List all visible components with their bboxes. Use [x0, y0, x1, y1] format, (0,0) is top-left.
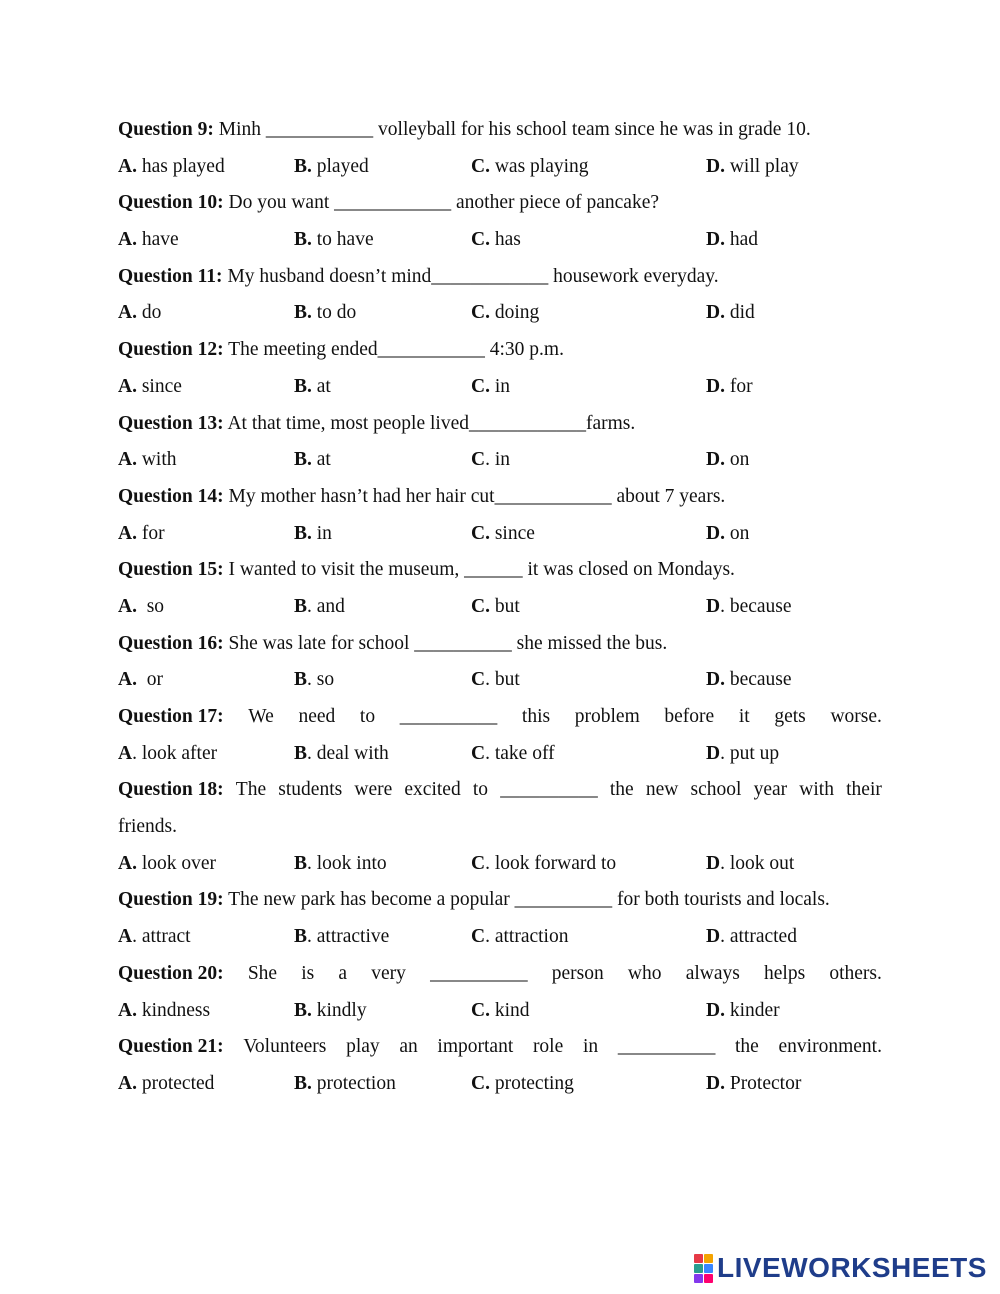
option-letter: A: [118, 742, 133, 764]
answer-option-c: [471, 369, 510, 406]
question-word: role: [532, 1036, 564, 1058]
question-word: who: [627, 962, 662, 984]
option-letter: C: [471, 669, 486, 691]
option-text: . attractive: [307, 926, 390, 948]
question-text: She was late for school __________ she missed the bus.: [223, 632, 668, 654]
question-word: an: [399, 1036, 418, 1058]
answer-option-c: [471, 919, 568, 956]
question-text: The meeting ended___________ 4:30 p.m.: [223, 339, 564, 361]
option-letter: C: [471, 742, 486, 764]
option-text: . attracted: [720, 926, 797, 948]
option-text: will play: [724, 155, 799, 177]
option-letter: A.: [118, 595, 137, 617]
option-text: kind: [489, 999, 530, 1021]
question-label: Question 21:: [118, 1036, 224, 1058]
question-label-wrap: [118, 956, 224, 993]
option-letter: D.: [706, 449, 725, 471]
option-letter: A.: [118, 155, 137, 177]
option-text: . look forward to: [485, 852, 617, 874]
answer-options: [118, 442, 882, 479]
option-letter: D.: [706, 155, 725, 177]
option-letter: B: [294, 742, 308, 764]
question-word: always: [685, 962, 740, 984]
option-letter: C: [471, 926, 486, 948]
answer-option-b: [294, 369, 331, 406]
option-text: protection: [311, 1072, 396, 1094]
answer-option-b: [294, 295, 356, 332]
question-word: with: [799, 779, 834, 801]
option-text: at: [311, 449, 331, 471]
option-text: . look into: [307, 852, 387, 874]
logo-square: [704, 1254, 713, 1263]
answer-option-d: [706, 222, 758, 259]
option-text: to have: [311, 229, 374, 251]
option-letter: D: [706, 742, 721, 764]
answer-option-c: [471, 442, 510, 479]
option-letter: B.: [294, 449, 312, 471]
answer-option-b: [294, 993, 367, 1030]
option-letter: C.: [471, 302, 490, 324]
answer-option-a: [118, 369, 182, 406]
option-text: so: [136, 595, 165, 617]
answer-option-c: [471, 516, 535, 553]
option-text: since: [136, 375, 182, 397]
logo-square: [694, 1254, 703, 1263]
option-text: at: [311, 375, 331, 397]
option-text: . look out: [720, 852, 795, 874]
question-text: My mother hasn’t had her hair cut____________ about 7 years.: [223, 485, 726, 507]
question-stem: [118, 332, 882, 369]
question-label: Question 20:: [118, 962, 224, 984]
option-text: to do: [311, 302, 357, 324]
answer-options: [118, 295, 882, 332]
answer-option-d: [706, 516, 749, 553]
question-word: new: [645, 779, 679, 801]
question-stem: [118, 882, 882, 919]
question-word: this: [521, 706, 551, 727]
option-text: has played: [136, 155, 225, 177]
question-word: The: [235, 779, 267, 801]
option-letter: B.: [294, 302, 312, 324]
answer-option-c: [471, 222, 521, 259]
option-letter: A.: [118, 449, 137, 471]
option-text: . and: [307, 595, 345, 617]
option-letter: B.: [294, 999, 312, 1021]
question-stem: [118, 956, 882, 993]
answer-option-b: [294, 222, 374, 259]
question-word: in: [582, 1036, 599, 1058]
option-text: since: [489, 522, 535, 544]
option-letter: C.: [471, 229, 490, 251]
logo-square: [694, 1264, 703, 1273]
question-word: a: [338, 962, 348, 984]
option-letter: A.: [118, 1072, 137, 1094]
question-word: __________: [399, 706, 498, 727]
question-word: to: [359, 706, 376, 727]
question-label: Question 9:: [118, 119, 214, 140]
option-letter: D: [706, 595, 721, 617]
question-label: Question 10:: [118, 192, 224, 214]
question-stem: [118, 406, 882, 443]
question-word: We: [248, 706, 274, 727]
answer-options: [118, 589, 882, 626]
answer-option-c: [471, 993, 530, 1030]
question-text: My husband doesn’t mind____________ housework everyday.: [222, 265, 719, 287]
question-stem: [118, 699, 882, 736]
question-word: Volunteers: [243, 1036, 327, 1058]
option-letter: B: [294, 669, 308, 691]
answer-options: [118, 222, 882, 259]
question-label: Question 17:: [118, 706, 224, 727]
question-label: Question 13:: [118, 412, 224, 434]
option-text: have: [136, 229, 179, 251]
answer-option-b: [294, 919, 389, 956]
question-word: She: [247, 962, 278, 984]
option-letter: A.: [118, 229, 137, 251]
option-letter: D.: [706, 302, 725, 324]
logo-square: [704, 1264, 713, 1273]
option-letter: C: [471, 449, 486, 471]
answer-options: [118, 149, 882, 186]
answer-option-b: [294, 736, 389, 773]
question-text: I wanted to visit the museum, ______ it was closed on Mondays.: [223, 559, 735, 581]
question-stem: [118, 112, 882, 149]
answer-option-c: [471, 589, 520, 626]
option-text: in: [311, 522, 332, 544]
answer-option-b: [294, 149, 369, 186]
answer-option-b: [294, 846, 387, 883]
option-text: . deal with: [307, 742, 389, 764]
question-word: the: [609, 779, 634, 801]
option-text: look over: [136, 852, 217, 874]
answer-option-a: [118, 662, 163, 699]
question-text: Do you want ____________ another piece of pancake?: [223, 192, 660, 214]
question-stem: [118, 626, 882, 663]
option-text: doing: [489, 302, 540, 324]
question-word: excited: [404, 779, 461, 801]
option-text: . put up: [720, 742, 780, 764]
question-word: before: [664, 706, 715, 727]
logo-mark-icon: [694, 1254, 713, 1283]
option-text: . because: [720, 595, 792, 617]
question-word: gets: [774, 706, 806, 727]
question-stem: [118, 552, 882, 589]
answer-option-d: [706, 295, 755, 332]
question-continuation: friends.: [118, 816, 178, 838]
question-word: helps: [764, 962, 806, 984]
question-word: were: [354, 779, 393, 801]
option-text: protecting: [489, 1072, 574, 1094]
question-word: __________: [617, 1036, 716, 1058]
answer-option-c: [471, 736, 555, 773]
answer-options: [118, 919, 882, 956]
option-letter: C.: [471, 999, 490, 1021]
option-text: played: [311, 155, 369, 177]
option-letter: D.: [706, 522, 725, 544]
option-text: for: [724, 375, 753, 397]
question-label: Question 18:: [118, 779, 224, 801]
answer-option-c: [471, 662, 520, 699]
option-text: kindly: [311, 999, 367, 1021]
question-word: school: [690, 779, 742, 801]
option-text: Protector: [724, 1072, 802, 1094]
option-text: protected: [136, 1072, 215, 1094]
question-word: their: [846, 779, 882, 801]
answer-option-a: [118, 149, 225, 186]
answer-option-d: [706, 1066, 801, 1103]
option-letter: B: [294, 926, 308, 948]
option-text: . in: [485, 449, 511, 471]
option-letter: B: [294, 852, 308, 874]
answer-option-c: [471, 1066, 574, 1103]
question-word: to: [472, 779, 489, 801]
question-label: Question 11:: [118, 265, 223, 287]
option-text: . attraction: [485, 926, 569, 948]
worksheet-page: [118, 112, 882, 1103]
answer-option-a: [118, 295, 161, 332]
option-letter: A.: [118, 999, 137, 1021]
question-word: it: [738, 706, 750, 727]
option-text: was playing: [489, 155, 589, 177]
question-label: Question 14:: [118, 485, 224, 507]
question-text: At that time, most people lived____________farms.: [223, 412, 636, 434]
answer-option-d: [706, 919, 797, 956]
option-text: kindness: [136, 999, 211, 1021]
answer-options: [118, 662, 882, 699]
answer-option-d: [706, 369, 753, 406]
question-text: Minh ___________ volleyball for his school team since he was in grade 10.: [213, 119, 811, 140]
option-letter: B.: [294, 1072, 312, 1094]
option-text: . but: [485, 669, 520, 691]
question-word: worse.: [830, 706, 882, 727]
option-letter: A: [118, 926, 133, 948]
answer-option-a: [118, 442, 177, 479]
question-word: problem: [574, 706, 640, 727]
answer-option-a: [118, 919, 191, 956]
question-word: environment.: [778, 1036, 882, 1058]
question-word: person: [551, 962, 604, 984]
question-label: Question 15:: [118, 559, 224, 581]
logo-square: [694, 1274, 703, 1283]
option-letter: A.: [118, 522, 137, 544]
option-letter: C: [471, 852, 486, 874]
option-text: on: [724, 449, 750, 471]
question-word: very: [371, 962, 406, 984]
answer-option-b: [294, 662, 334, 699]
answer-option-a: [118, 736, 217, 773]
question-label-wrap: [118, 1029, 224, 1066]
question-word: __________: [430, 962, 528, 984]
option-letter: B: [294, 595, 308, 617]
answer-option-a: [118, 993, 210, 1030]
question-word: important: [437, 1036, 514, 1058]
option-letter: C.: [471, 1072, 490, 1094]
question-label-wrap: [118, 699, 224, 736]
option-letter: C.: [471, 155, 490, 177]
answer-option-d: [706, 149, 799, 186]
option-text: . so: [307, 669, 335, 691]
option-text: has: [489, 229, 521, 251]
question-word: __________: [500, 779, 598, 801]
question-label: Question 19:: [118, 889, 224, 911]
option-letter: D.: [706, 1072, 725, 1094]
question-text: The new park has become a popular __________ for both tourists and locals.: [223, 889, 830, 911]
option-text: did: [724, 302, 755, 324]
question-word: others.: [829, 962, 882, 984]
logo-square: [704, 1274, 713, 1283]
answer-option-c: [471, 149, 589, 186]
answer-option-d: [706, 442, 749, 479]
option-letter: B.: [294, 522, 312, 544]
option-letter: A.: [118, 852, 137, 874]
answer-option-a: [118, 589, 164, 626]
option-text: on: [724, 522, 750, 544]
answer-option-d: [706, 993, 780, 1030]
question-word: students: [278, 779, 343, 801]
question-label: Question 12:: [118, 339, 224, 361]
question-stem: [118, 185, 882, 222]
option-text: because: [724, 669, 792, 691]
option-letter: B.: [294, 229, 312, 251]
question-word: need: [298, 706, 336, 727]
answer-options: [118, 1066, 882, 1103]
option-text: kinder: [724, 999, 780, 1021]
option-text: but: [489, 595, 520, 617]
option-letter: C.: [471, 595, 490, 617]
option-letter: B.: [294, 155, 312, 177]
option-text: . look after: [132, 742, 218, 764]
option-letter: D.: [706, 669, 725, 691]
question-word: play: [346, 1036, 380, 1058]
option-text: do: [136, 302, 162, 324]
option-letter: D: [706, 852, 721, 874]
option-text: . take off: [485, 742, 555, 764]
answer-options: [118, 846, 882, 883]
option-letter: A.: [118, 375, 137, 397]
question-stem: [118, 1029, 882, 1066]
answer-option-a: [118, 222, 179, 259]
question-stem: [118, 259, 882, 296]
answer-option-d: [706, 589, 792, 626]
answer-option-b: [294, 442, 331, 479]
question-word: is: [301, 962, 315, 984]
answer-option-b: [294, 589, 345, 626]
answer-option-c: [471, 846, 616, 883]
option-letter: C.: [471, 375, 490, 397]
answer-options: [118, 369, 882, 406]
option-letter: D.: [706, 375, 725, 397]
answer-option-d: [706, 846, 794, 883]
option-letter: D: [706, 926, 721, 948]
answer-option-a: [118, 846, 216, 883]
option-text: had: [724, 229, 758, 251]
question-label: Question 16:: [118, 632, 224, 654]
answer-option-d: [706, 736, 779, 773]
answer-option-a: [118, 1066, 214, 1103]
question-stem: [118, 772, 882, 809]
answer-options: [118, 993, 882, 1030]
question-word: year: [753, 779, 788, 801]
option-letter: A.: [118, 669, 137, 691]
option-text: or: [136, 669, 163, 691]
option-text: . attract: [132, 926, 191, 948]
question-label-wrap: [118, 772, 224, 809]
answer-option-d: [706, 662, 792, 699]
answer-option-b: [294, 1066, 396, 1103]
question-word: the: [735, 1036, 759, 1058]
answer-option-a: [118, 516, 165, 553]
liveworksheets-logo: [694, 1252, 987, 1284]
option-text: in: [489, 375, 511, 397]
option-letter: C.: [471, 522, 490, 544]
option-text: for: [136, 522, 165, 544]
option-letter: D.: [706, 229, 725, 251]
answer-options: [118, 736, 882, 773]
option-text: with: [136, 449, 177, 471]
option-letter: B.: [294, 375, 312, 397]
option-letter: A.: [118, 302, 137, 324]
option-letter: D.: [706, 999, 725, 1021]
answer-option-b: [294, 516, 332, 553]
question-stem: [118, 479, 882, 516]
answer-option-c: [471, 295, 539, 332]
answer-options: [118, 516, 882, 553]
logo-text: LIVEWORKSHEETS: [717, 1252, 987, 1283]
